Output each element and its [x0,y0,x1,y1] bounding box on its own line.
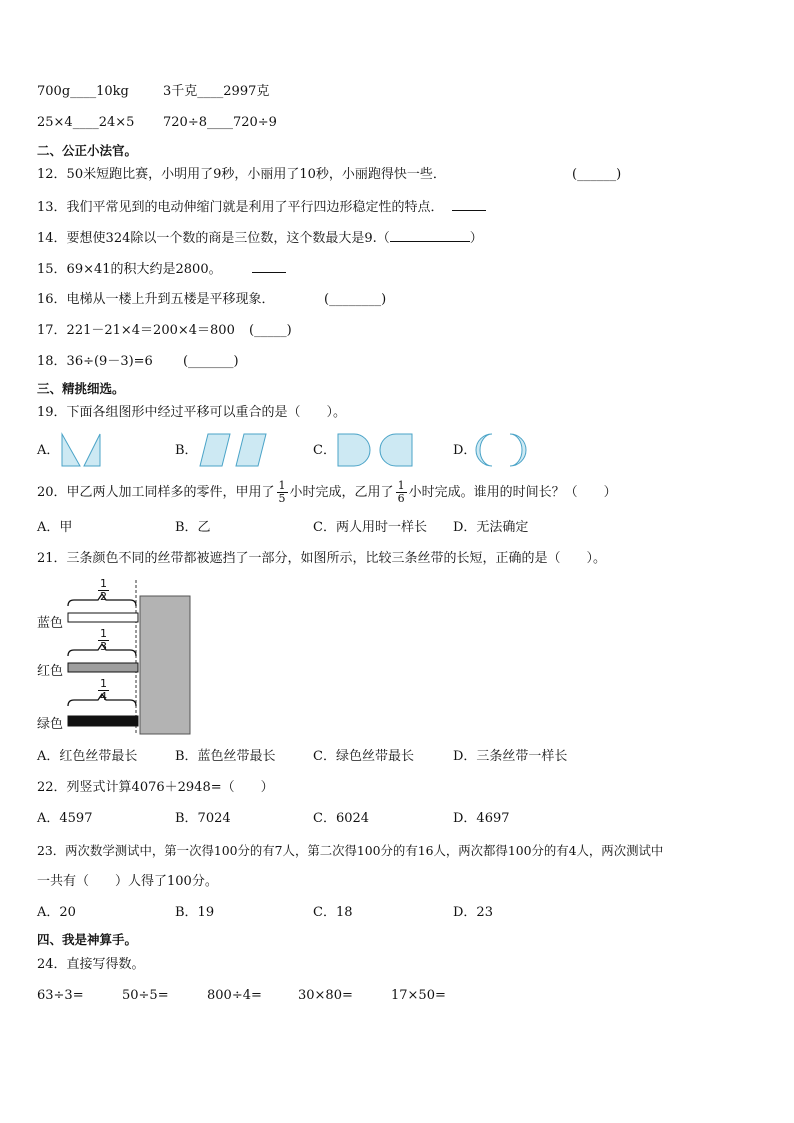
answer-blank-17[interactable]: (_____) [249,323,292,338]
answer-blank-12[interactable]: (______) [572,167,622,182]
question-text: 15．69×41的积大约是2800。 [37,262,222,277]
ribbons-figure [60,578,200,738]
option-19-c[interactable] [313,442,336,460]
parallelograms-figure [198,432,270,468]
ribbon-fraction-green: $\frac{1}{4}$ [100,677,107,703]
question-text: 17．221－21×4＝200×4＝800 [37,323,235,338]
option-21-a[interactable]: A．红色丝带最长 [37,749,138,764]
calc-item[interactable]: 50÷5= [122,988,169,1003]
calc-item[interactable]: 63÷3= [37,988,84,1003]
option-22-a[interactable]: A．4597 [37,811,93,826]
question-text: 12．50米短跑比赛，小明用了9秒，小丽用了10秒，小丽跑得快一些． [37,167,446,182]
ribbon-label-red: 红色 [37,664,64,679]
ribbon-fraction-blue: $\frac{1}{2}$ [100,577,107,603]
option-label: C． [313,443,336,458]
question-text: 16．电梯从一楼上升到五楼是平移现象． [37,292,275,307]
compare-item: 700g____10kg [37,84,129,99]
option-19-d[interactable] [453,442,476,460]
ribbon-fraction-red: $\frac{1}{3}$ [100,627,107,653]
question-text: 19．下面各组图形中经过平移可以重合的是（ ）。 [37,405,347,420]
option-22-b[interactable]: B．7024 [175,811,231,826]
question-14 [37,229,483,248]
option-21-b[interactable]: B．蓝色丝带最长 [175,749,276,764]
question-text: 22．列竖式计算4076＋2948=（ ） [37,780,274,795]
ribbon-label-green: 绿色 [37,717,64,732]
compare-item: 25×4____24×5 [37,115,135,130]
answer-blank-14[interactable] [390,229,470,242]
option-20-d[interactable]: D．无法确定 [453,520,529,535]
question-24 [37,956,145,974]
question-text: 小时完成。谁用的时间长？（ ） [408,485,617,500]
question-16 [37,291,275,309]
option-label: B． [175,443,198,458]
ribbon-label-blue: 蓝色 [37,616,64,631]
answer-blank-18[interactable]: (_______) [182,354,239,369]
question-17 [37,322,292,340]
option-20-b[interactable]: B．乙 [175,520,211,535]
option-21-c[interactable]: C．绿色丝带最长 [313,749,414,764]
option-21-d[interactable]: D．三条丝带一样长 [453,749,568,764]
question-text: 14．要想使324除以一个数的商是三位数，这个数最大是9.（ [37,231,390,246]
fraction: $\frac{1}{6}$ [397,479,405,505]
option-22-d[interactable]: D．4697 [453,811,510,826]
calc-item[interactable]: 800÷4= [207,988,262,1003]
answer-blank-16[interactable]: (________) [324,292,387,307]
question-19 [37,404,346,422]
calc-item[interactable]: 17×50= [391,988,446,1003]
question-12 [37,166,446,184]
question-text: 13．我们平常见到的电动伸缩门就是利用了平行四边形稳定性的特点． [37,200,444,215]
question-text: 21．三条颜色不同的丝带都被遮挡了一部分，如图所示，比较三条丝带的长短，正确的是（ ）。 [37,551,607,566]
option-23-b[interactable]: B．19 [175,905,215,920]
option-22-c[interactable]: C．6024 [313,811,370,826]
compare-row-2 [37,114,277,132]
section-2-heading: 二、公正小法官。 [37,143,138,158]
option-20-c[interactable]: C．两人用时一样长 [313,520,427,535]
question-text: 20．甲乙两人加工同样多的零件，甲用了 [37,485,275,500]
answer-blank-15[interactable] [252,260,286,273]
section-3-heading: 三、精挑细选。 [37,381,125,396]
crescents-figure [474,432,528,468]
question-22 [37,779,274,797]
option-23-a[interactable]: A．20 [37,905,76,920]
question-text: 18．36÷(9－3)=6 [37,354,153,369]
d-shapes-figure [336,432,416,468]
question-text: 一共有（ ）人得了100分。 [37,874,218,889]
option-19-a[interactable] [37,442,59,460]
section-4-heading: 四、我是神算手。 [37,932,138,947]
question-23-line-1 [37,842,663,860]
option-label: D． [453,443,477,458]
question-18 [37,353,239,371]
question-text: 24．直接写得数。 [37,957,145,972]
question-23-line-2 [37,873,218,891]
option-23-d[interactable]: D．23 [453,905,493,920]
compare-item: 720÷8____720÷9 [163,115,277,130]
question-20 [37,478,617,508]
option-23-c[interactable]: C．18 [313,905,353,920]
answer-blank-13[interactable] [452,198,486,211]
compare-item: 3千克____2997克 [163,84,270,99]
triangles-figure [60,432,104,468]
compare-row-1 [37,83,270,101]
question-15 [37,260,286,279]
calc-item[interactable]: 30×80= [298,988,353,1003]
question-21 [37,550,606,568]
option-20-a[interactable]: A．甲 [37,520,73,535]
question-text: 23．两次数学测试中，第一次得100分的有7人，第二次得100分的有16人，两次都得100分的有4人，两次测试中 [37,843,664,858]
paren-close: ） [469,231,483,246]
question-13 [37,198,486,217]
option-19-b[interactable] [175,442,198,460]
option-label: A． [37,443,60,458]
question-text: 小时完成，乙用了 [289,485,394,500]
fraction: $\frac{1}{5}$ [278,479,286,505]
